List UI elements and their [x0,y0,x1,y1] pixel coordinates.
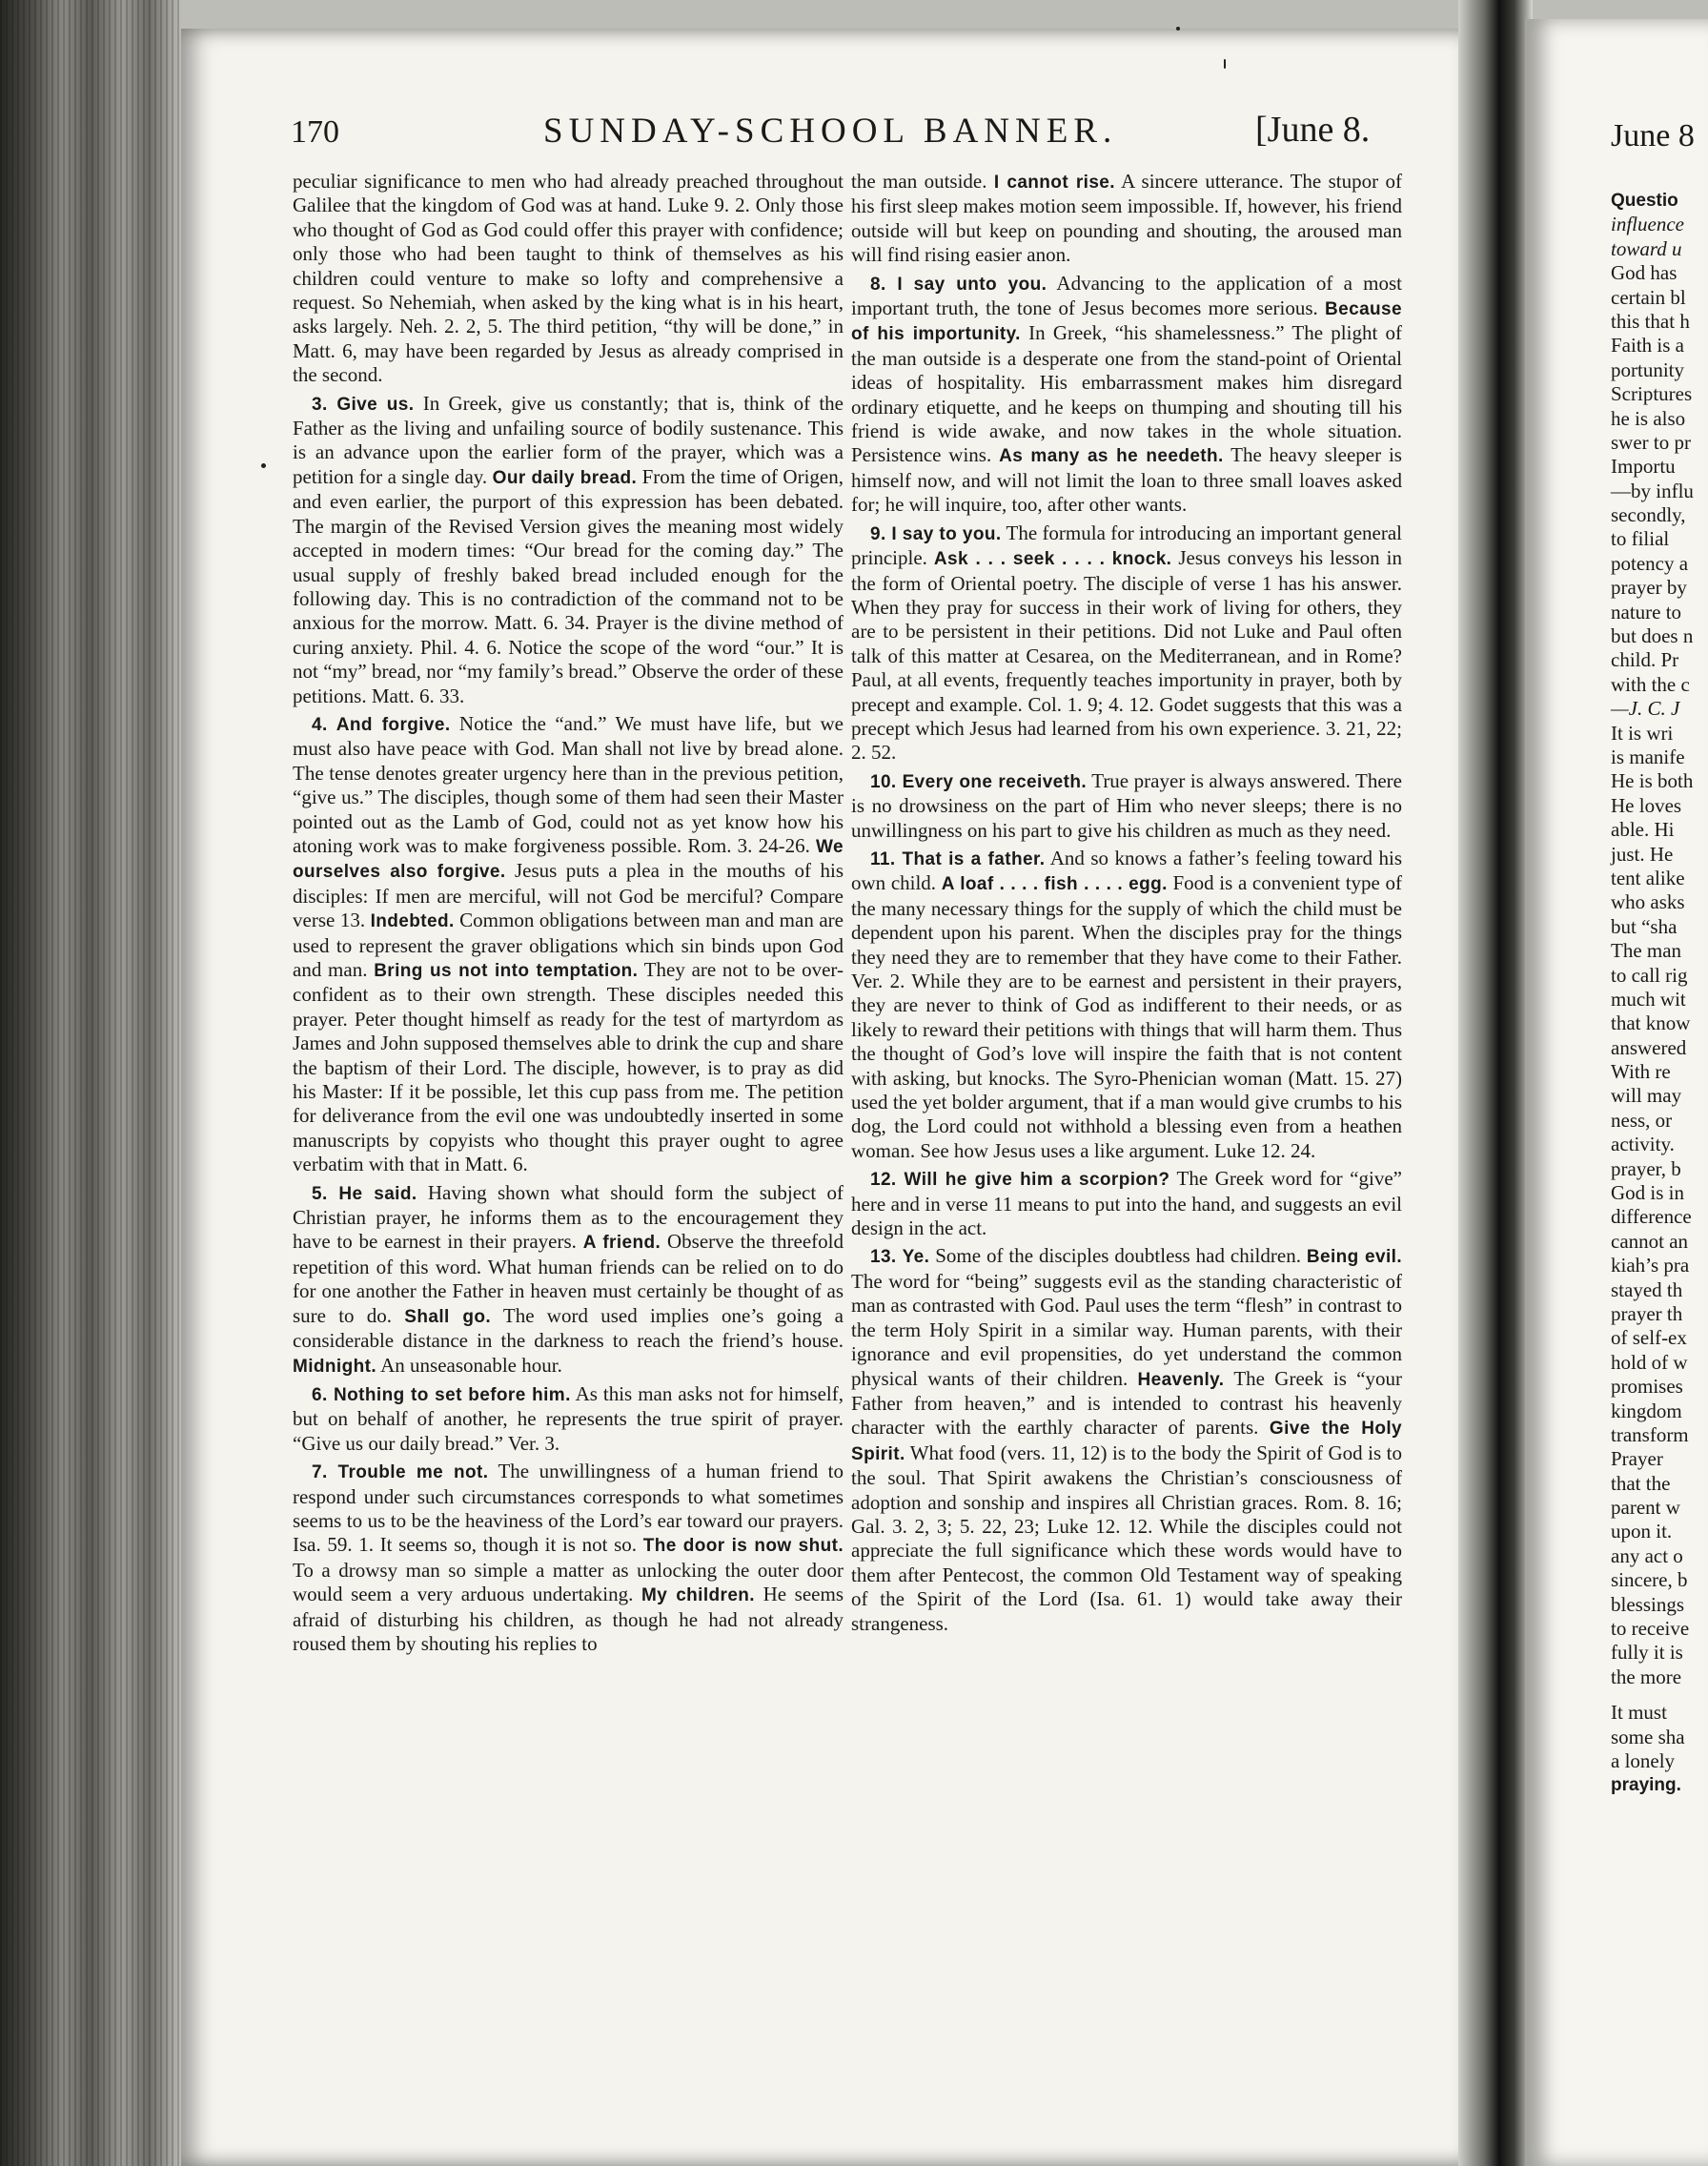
facing-page-line: some sha [1611,1725,1685,1748]
body-text: The Greek is “your Father from heaven,” and is intended to contrast his heavenly character with the earthly character of parents. [851,1366,1402,1440]
body-text: Observe the threefold repetition of this word. What human friends can be relied on to do for one another the Father in heaven must certainly be thought of as sure to do. [293,1230,844,1327]
bold-phrase: The door is now shut. [642,1536,844,1557]
bold-phrase: 10. Every one receiveth. [870,771,1088,792]
facing-page-line: prayer th [1611,1301,1683,1325]
bold-phrase: A loaf . . . . fish . . . . egg. [941,874,1168,895]
body-text: Having shown what should form the subject of Christian prayer, he informs them as to the encouragement they have to be earnest in their prayers. [293,1180,844,1254]
facing-page-line: but “sha [1611,914,1678,938]
facing-page-line: fully it is [1611,1641,1683,1665]
paragraph [851,847,1402,1163]
facing-page-line: who asks [1611,890,1685,914]
body-text: Advancing to the application of a most important truth, the tone of Jesus becomes more serious. [851,271,1403,320]
facing-page-line: activity. [1611,1133,1675,1156]
ink-speck [261,463,266,468]
facing-page-line: will may [1611,1084,1682,1108]
bold-phrase: I cannot rise. [993,173,1115,193]
body-text: Jesus puts a plea in the mouths of his disciples: If men are merciful, will not God be merciful? Compare verse 13. [293,859,844,932]
body-text: In Greek, give us constantly; that is, think of the Father as the living and unfailing source of bodily sustenance. This is an advance upon the earlier form of the prayer, which was a petition for a single day. [293,391,844,488]
body-text: Jesus conveys his lesson in the form of Oriental poetry. The disciple of verse 1 has his answer. When they pray for success in their work of living for others, they are to be persistent in their petitions. Did not Luke and Paul often talk of this matter at Cesarea, on the Mediterranean, and in Rome? Paul, at all events, frequently teaches importunity in prayer, both by precept and example. Col. 1. 9; 4. 12. Godet suggests that this was a precept which Jesus had learned from his own experience. 3. 21, 22; 2. 52. [851,546,1402,765]
facing-page-line: to call rig [1611,963,1688,987]
running-title: SUNDAY-SCHOOL BANNER. [543,112,1118,151]
facing-page-line: a lonely [1611,1749,1676,1772]
facing-page-line: certain bl [1611,285,1686,309]
body-text: He seems afraid of disturbing his children, as though he had not already roused them by shouting his replies to [293,1583,844,1655]
paragraph [293,1181,844,1379]
facing-page-line: that the [1611,1471,1671,1495]
bold-phrase: 3. Give us. [312,394,415,415]
facing-page-line: of self-ex [1611,1326,1687,1350]
facing-page-line: promises [1611,1375,1683,1399]
facing-page-line: prayer, b [1611,1156,1681,1180]
facing-page-line: prayer by [1611,576,1687,600]
right-column [851,170,1402,1636]
bold-phrase: 8. I say unto you. [870,274,1047,295]
facing-page-line: sincere, b [1611,1568,1688,1592]
body-text: And so knows a father’s feeling toward his own child. [851,846,1402,895]
facing-page-line: —J. C. J [1611,697,1680,721]
facing-page-line: blessings [1611,1592,1685,1616]
facing-page-line: the more [1611,1665,1682,1688]
facing-page-line: —by influ [1611,479,1694,502]
body-text: They are not to be over-confident as to their own strength. These disciples needed this prayer. Peter thought himself as ready for the test of martyrdom as James and John supposed themselves able to drink the cup and share the baptism of their Lord. The disciple, however, is to pray as did his Master: If it be possible, let this cup pass from me. The petition for deliverance from the evil one was undoubtedly inserted in some manuscripts by copyists who thought this prayer ought to agree verbatim with that in Matt. 6. [293,958,844,1176]
facing-page-line: Prayer [1611,1447,1663,1471]
facing-page-line: God has [1611,261,1678,285]
bold-phrase: Midnight. [293,1356,377,1377]
body-text: In Greek, “his shamelessness.” The plight of the man outside is a desperate one from the stand-point of Oriental ideas of hospitality. His embarrassment makes him disregard ordinary etiquette, and he keeps on thumping and shouting till his friend is wide awake, and now takes in the whole situation. Persistence wins. [851,321,1403,467]
bold-phrase: 6. Nothing to set before him. [312,1384,571,1405]
paragraph [851,272,1402,518]
facing-page-line: With re [1611,1060,1671,1084]
bold-phrase: Our daily bread. [492,467,638,488]
paragraph [293,392,844,708]
bold-phrase: Because of his importunity. [851,299,1402,345]
bold-phrase: 11. That is a father. [870,848,1046,869]
facing-page-line: is manife [1611,745,1685,768]
facing-page-line: Scriptures [1611,382,1693,406]
body-text: Notice the “and.” We must have life, but we must also have peace with God. Man shall not live by bread alone. The tense denotes greater urgency here than in the previous petition, “give us.” The disciples, though some of them had seen their Master pointed out as the Lamb of God, could not as yet know how his atoning work was to make forgiveness possible. Rom. 3. 24-26. [293,711,844,857]
body-text: peculiar significance to men who had already preached throughout Galilee that the kingdom of God was at hand. Luke 9. 2. Only those who thought of God as God could offer this prayer with confidence; only those who had been taught to think of themselves as his children could venture to make so lofty and comprehensive a request. So Nehemiah, when asked by the king what is in his heart, asks largely. Neh. 2. 2, 5. The third petition, “thy will be done,” in Matt. 6, may have been regarded by Jesus as already comprised in the second. [293,170,844,387]
bold-phrase: My children. [640,1585,755,1606]
facing-page-line: difference [1611,1205,1692,1229]
body-text: The Greek word for “give” here and in verse 11 means to put into the hand, and suggests an evil design in the act. [851,1167,1402,1240]
body-text: The word used implies one’s going a considerable distance in the darkness to reach the friend’s house. [293,1303,844,1353]
paragraph [851,1244,1402,1636]
bold-phrase: Indebted. [370,911,455,932]
facing-page-line: swer to pr [1611,430,1691,454]
bold-phrase: 5. He said. [312,1183,417,1204]
facing-page-line: parent w [1611,1496,1680,1520]
facing-page-line: any act o [1611,1543,1683,1567]
paragraph [293,1460,844,1656]
body-text: True prayer is always answered. There is no drowsiness on the part of Him who never sleeps; there is no unwillingness on his part to give his children as much as they need. [851,768,1402,842]
facing-page-line: cannot an [1611,1229,1689,1253]
facing-page-line: It is wri [1611,721,1674,745]
body-text: The formula for introducing an important general principle. [851,521,1403,570]
paragraph [293,1382,844,1456]
facing-page-line: Importu [1611,455,1676,479]
facing-page [1525,19,1708,2166]
body-text: The unwillingness of a human friend to respond under such circumstances corresponds to what sometimes seems to us to be the heaviness of the Lord’s ear toward our prayers. Isa. 59. 1. It seems so, though it is not so. [293,1460,844,1557]
facing-page-line: that know [1611,1011,1691,1035]
facing-page-line: just. He [1611,842,1674,866]
paragraph [851,769,1402,843]
facing-page-line: transform [1611,1422,1689,1446]
facing-page-line: stayed th [1611,1277,1683,1301]
body-text: To a drowsy man so simple a matter as unlocking the outer door would seem a very arduous undertaking. [293,1558,844,1606]
facing-page-line: with the c [1611,672,1690,696]
facing-page-line: It must [1611,1701,1667,1725]
bold-phrase: 4. And forgive. [312,714,451,735]
facing-page-line: to filial [1611,527,1670,551]
facing-page-line: nature to [1611,600,1682,623]
facing-page-header: June 8 [1611,118,1695,153]
facing-page-line: secondly, [1611,503,1686,527]
facing-page-line: The man [1611,939,1682,963]
facing-page-line: influence [1611,213,1684,236]
facing-page-column [1611,189,1708,1798]
bold-phrase: We ourselves also forgive. [293,836,844,883]
body-text: Some of the disciples doubtless had children. [929,1244,1307,1268]
facing-page-line: potency a [1611,551,1689,575]
facing-page-line: He is both [1611,769,1694,793]
bold-phrase: Heavenly. [1137,1369,1225,1390]
facing-page-line: this that h [1611,309,1690,333]
facing-page-line: Faith is a [1611,334,1684,358]
facing-page-line: upon it. [1611,1520,1673,1543]
body-text: The word for “being” suggests evil as the standing characteristic of man as contrasted with God. Paul uses the term “flesh” in contrast to the term Holy Spirit in a similar way. Human parents, with their ignorance and evil propensities, do yet understand the common physical wants of their children. [851,1269,1402,1390]
facing-page-line: child. Pr [1611,648,1679,672]
bold-phrase: As many as he needeth. [999,446,1224,467]
facing-page-line: hold of w [1611,1350,1688,1374]
bold-phrase: 7. Trouble me not. [312,1462,489,1483]
bold-phrase: Give the Holy Spirit. [851,1419,1403,1464]
facing-page-line: tent alike [1611,866,1685,889]
bold-phrase: Bring us not into temptation. [374,961,639,981]
facing-page-line: portunity [1611,358,1684,381]
line-gap [1611,1689,1708,1701]
facing-page-line: He loves [1611,793,1682,817]
body-text: A sincere utterance. The stupor of his first sleep makes motion seem impossible. If, however, his friend outside will but keep on pounding and shouting, the aroused man will find rising easier anon. [851,170,1402,267]
facing-page-line: able. Hi [1611,818,1675,842]
body-text: What food (vers. 11, 12) is to the body the Spirit of God is to the soul. That Spirit awakens the Christian’s consciousness of adoption and sonship and inspires all Christian graces. Rom. 8. 16; Gal. 3. 2, 3; 5. 22, 23; Luke 12. 12. While the disciples could not appreciate the full significance which these words would have to them after Pentecost, the common Old Testament way of speaking of the Spirit of the Lord (Isa. 61. 1) would take away their strangeness. [851,1441,1402,1635]
paragraph [293,712,844,1177]
facing-page-line: answered [1611,1035,1687,1059]
facing-page-line: kiah’s pra [1611,1254,1690,1277]
ink-speck [1176,27,1180,31]
left-column [293,170,844,1656]
body-text: the man outside. [851,170,994,193]
bold-phrase: 12. Will he give him a scorpion? [870,1170,1170,1191]
page-edges [0,0,181,2166]
facing-page-line: praying. [1611,1775,1681,1796]
paragraph [851,521,1402,766]
facing-page-line: kingdom [1611,1399,1682,1422]
body-text: Common obligations between man and man are used to represent the graver obligations which sin binds upon God and man. [293,909,844,981]
facing-page-line: to receive [1611,1617,1690,1641]
bold-phrase: A friend. [582,1233,661,1254]
header-date: [June 8. [1255,110,1371,150]
page-header [291,107,1387,164]
bold-phrase: Shall go. [404,1306,492,1327]
facing-page-line: much wit [1611,987,1686,1011]
body-text: From the time of Origen, and even earlier, the purport of this expression has been debated. The margin of the Revised Version gives the meaning most widely accepted in modern times: “Our bread for the coming day.” The usual supply of freshly baked bread included enough for the following day. This is no contradiction of the command not to be anxious for the morrow. Matt. 6. 34. Prayer is the divine method of curing anxiety. Phil. 4. 6. Notice the scope of the word “our.” It is not “my” bread, nor “my family’s bread.” Observe the order of these petitions. Matt. 6. 33. [293,464,844,707]
facing-page-line: he is also [1611,406,1686,430]
facing-page-line: Questio [1611,191,1678,211]
body-text: An unseasonable hour. [376,1353,562,1377]
body-text: The heavy sleeper is himself now, and will not limit the loan to three small loaves asked for; he will inquire, too, after other wants. [851,443,1402,517]
facing-page-line: God is in [1611,1181,1685,1205]
bold-phrase: Ask . . . seek . . . . knock. [933,549,1172,570]
bold-phrase: 13. Ye. [870,1247,930,1268]
paragraph [851,170,1402,268]
bold-phrase: 9. I say to you. [870,523,1002,544]
bold-phrase: Being evil. [1306,1247,1402,1268]
body-text: As this man asks not for himself, but on behalf of another, he represents the true spirit of prayer. “Give us our daily bread.” Ver. 3. [293,1381,844,1455]
ink-speck [1224,59,1226,69]
paragraph [293,170,844,388]
facing-page-line: but does n [1611,624,1694,648]
facing-page-line: toward u [1611,236,1682,260]
body-text: Food is a convenient type of the many necessary things for the supply of which the child must be dependent upon his parent. When the disciples pray for the things they need they are to remember that they have come to their Father. Ver. 2. While they are to be earnest and persistent in their prayers, they are never to think of God as indifferent to their needs, or as likely to reward their petitions with things that will harm them. Thus the thought of God’s love will inspire the faith that is not content with asking, but knocks. The Syro-Phenician woman (Matt. 15. 27) used the yet bolder argument, that if a man would give crumbs to his dog, the Lord could not withhold a blessing even from a heathen woman. See how Jesus uses a like argument. Luke 12. 24. [851,871,1402,1162]
facing-page-line: ness, or [1611,1108,1673,1132]
page-number: 170 [291,114,339,150]
book-gutter [1458,0,1533,2166]
paragraph [851,1167,1402,1240]
